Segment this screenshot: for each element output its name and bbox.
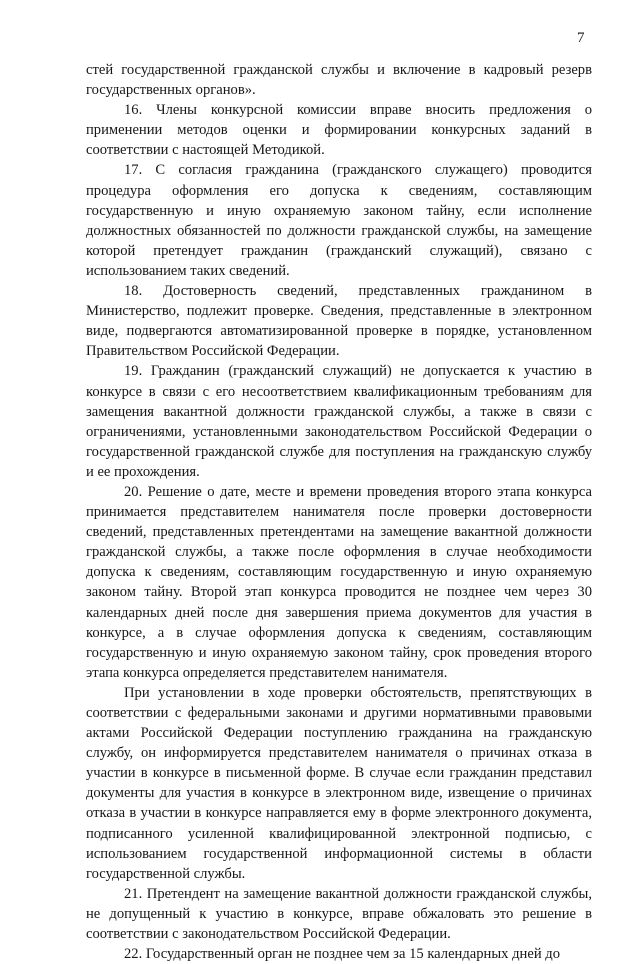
page-number: 7 xyxy=(577,30,585,46)
paragraph-21: 21. Претендент на замещение вакантной должности гражданской службы, не допущенный к участию в конкурсе, вправе обжаловать это решение в соответствии с законодательством Российской Федерации. xyxy=(86,885,592,943)
paragraph-20: 20. Решение о дате, месте и времени проведения второго этапа конкурса принимается представителем нанимателя после проверки достоверности сведений, представленных претендентами на замещение вакантной должности гражданской службы, а также после оформления в случае необходимости допуска к сведениям, составляющим государственную и иную охраняемую законом тайну. Второй этап конкурса проводится не позднее чем через 30 календарных дней после дня завершения приема документов для участия в конкурсе, а в случае оформления допуска к сведениям, составляющим государственную и иную охраняемую законом тайну, срок проведения второго этапа конкурса определяется представителем нанимателя. xyxy=(86,483,592,681)
paragraph-22: 22. Государственный орган не позднее чем за 15 календарных дней до xyxy=(124,946,561,963)
document-body xyxy=(86,60,592,964)
paragraph-16: 16. Члены конкурсной комиссии вправе вносить предложения о применении методов оценки и формировании конкурсных заданий в соответствии с настоящей Методикой. xyxy=(86,102,592,159)
paragraph-19: 19. Гражданин (гражданский служащий) не допускается к участию в конкурсе в связи с его несоответствием квалификационным требованиям для замещения вакантной должности гражданской службы, а также в связи с ограничениями, установленными законодательством Российской Федерации о государственной гражданской службе для поступления на гражданскую службу и ее прохождения. xyxy=(86,363,592,480)
paragraph-continuation: стей государственной гражданской службы и включение в кадровый резерв государственных органов». xyxy=(86,62,592,99)
paragraph-20-refusal: При установлении в ходе проверки обстоятельств, препятствующих в соответствии с федеральными законами и другими нормативными правовыми актами Российской Федерации поступлению гражданина на гражданскую службу, он информируется представителем нанимателя о причинах отказа в участии в конкурсе в письменной форме. В случае если гражданин представил документы для участия в конкурсе в электронном виде, извещение о причинах отказа в участии в конкурсе направляется ему в форме электронного документа, подписанного усиленной квалифицированной электронной подписью, с использованием государственной информационной системы в области государственной службы. xyxy=(86,684,592,882)
paragraph-17: 17. С согласия гражданина (гражданского служащего) проводится процедура оформления его допуска к сведениям, составляющим государственную и иную охраняемую законом тайну, если исполнение должностных обязанностей по должности гражданской службы, на замещение которой претендует гражданин (гражданский служащий), связано с использованием таких сведений. xyxy=(86,162,592,279)
paragraph-18: 18. Достоверность сведений, представленных гражданином в Министерство, подлежит проверке. Сведения, представленные в электронном виде, подвергаются автоматизированной проверке в порядке, установленном Правительством Российской Федерации. xyxy=(86,283,592,360)
